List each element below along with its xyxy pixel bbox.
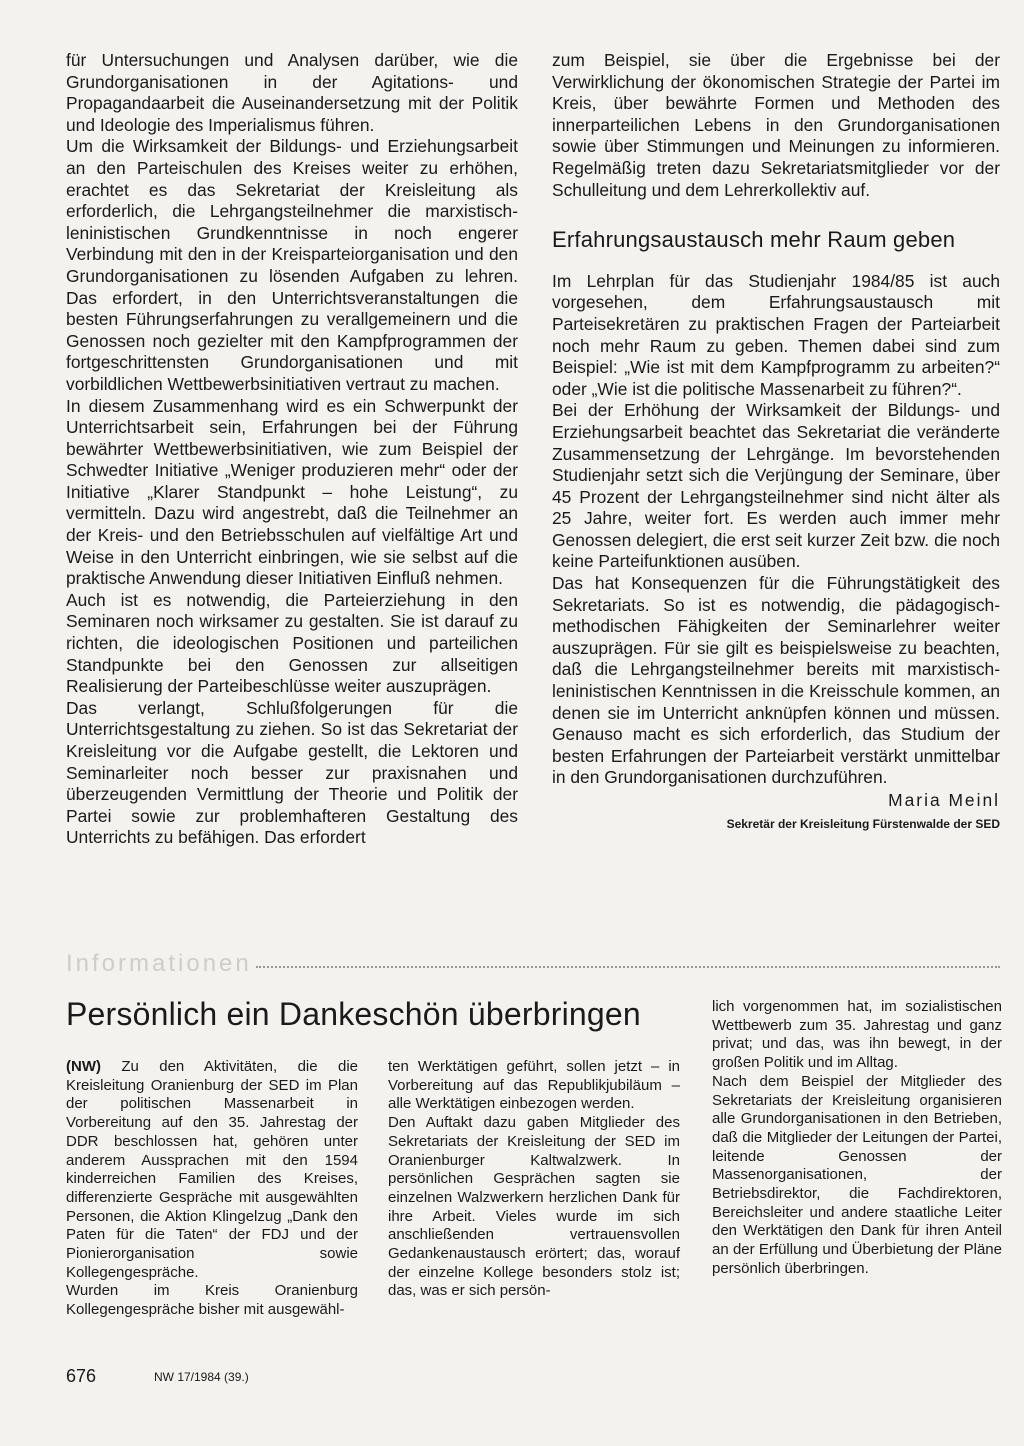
section-subheading: Erfahrungsaustausch mehr Raum geben [552,227,956,253]
paragraph: Den Auftakt dazu gaben Mitglieder des Sekretariats der Kreisleitung der SED im Oranienburger Kaltwalzwerk. In persönlichen Gesprächen sagten sie einzelnen Walzwerkern herzlichen Dank für ihre Arbeit. Vieles wurde im sich anschließenden vertrauensvollen Gedankenaustausch erörtert; das, worauf der einzelne Kollege besonders stolz ist; das, was er sich persön- [388,1114,680,1300]
page-number: 676 [66,1366,97,1386]
author-name: Maria Meinl [888,790,1000,810]
paragraph: Im Lehrplan für das Studienjahr 1984/85 ist auch vorgesehen, dem Erfahrungsaustausch mit Parteisekretären zu praktischen Fragen der Parteiarbeit noch mehr Raum zu geben. Themen dabei sind zum Beispiel: „Wie ist mit dem Kampfprogramm zu arbeiten?“ oder „Wie ist die politische Massenarbeit zu führen?“. [552,270,1000,399]
article-column-left [66,50,518,849]
paragraph: In diesem Zusammenhang wird es ein Schwerpunkt der Unterrichtsarbeit sein, Erfahrungen bei der Führung bewährter Wettbewerbsinitiativen, wie zum Beispiel der Schwedter Initiative „Weniger produzieren mehr“ oder der Initiative „Klarer Standpunkt – hohe Leistung“, zu vermitteln. Dazu wird angestrebt, daß die Teilnehmer an der Kreis- und den Betriebsschulen auf vielfältige Art und Weise in den Unterricht einbringen, wie sie selbst auf die praktische Anwendung dieser Initiativen Einfluß nehmen. [66,395,518,589]
news-column-2 [388,1058,680,1301]
rubric-divider [256,966,1000,968]
lead-tag: (NW) [66,1058,101,1075]
paragraph: Das verlangt, Schlußfolgerungen für die Unterrichtsgestaltung zu ziehen. So ist das Sekretariat der Kreisleitung vor die Aufgabe gestellt, die Lektoren und Seminarleiter noch besser zur praxisnahen und überzeugenden Vermittlung der Theorie und Politik der Partei sowie zur problemhafteren Gestaltung des Unterrichts zu befähigen. Das erfordert [66,697,518,848]
issue-reference: NW 17/1984 (39.) [154,1370,249,1384]
paragraph: für Untersuchungen und Analysen darüber, wie die Grundorganisationen in der Agitations- und Propagandaarbeit die Auseinandersetzung mit der Politik und Ideologie des Imperialismus führen. [66,50,518,135]
article-column-right [552,50,1000,832]
article-headline: Persönlich ein Dankeschön überbringen [66,996,641,1032]
paragraph [66,1058,358,1282]
paragraph: Nach dem Beispiel der Mitglieder des Sekretariats der Kreisleitung organisieren alle Grundorganisationen in den Betrieben, daß die Mitglieder der Leitungen der Partei, leitende Genossen der Massenorganisationen, der Betriebsdirektor, die Fachdirektoren, Bereichsleiter und andere staatliche Leiter den Werktätigen den Dank für ihren Anteil an der Erfüllung und Überbietung der Pläne persönlich überbringen. [712,1072,1002,1277]
paragraph: Bei der Erhöhung der Wirksamkeit der Bildungs- und Erziehungsarbeit beachtet das Sekretariat die veränderte Zusammensetzung der Lehrgänge. Im bevorstehenden Studienjahr setzt sich die Verjüngung der Seminare, über 45 Prozent der Lehrgangsteilnehmer sind nicht älter als 25 Jahre, weiter fort. Es werden auch immer mehr Genossen delegiert, die erst seit kurzer Zeit bzw. die noch keine Parteifunktionen ausüben. [552,400,1000,572]
paragraph: lich vorgenommen hat, im sozialistischen Wettbewerb zum 35. Jahrestag und ganz privat; und das, was ihn bewegt, in der großen Politik und im Alltag. [712,998,1002,1072]
author-role: Sekretär der Kreisleitung Fürstenwalde der SED [726,816,1000,831]
paragraph: zum Beispiel, sie über die Ergebnisse bei der Verwirklichung der ökonomischen Strategie der Partei im Kreis, über bewährte Formen und Methoden des innerparteilichen Lebens in den Grundorganisationen sowie über Stimmungen und Meinungen zu informieren. Regelmäßig treten dazu Sekretariatsmitglieder vor der Schulleitung und dem Lehrerkollektiv auf. [552,50,1000,200]
paragraph: ten Werktätigen geführt, sollen jetzt – in Vorbereitung auf das Republikjubiläum – alle Werktätigen einbezogen werden. [388,1058,680,1113]
news-column-1 [66,1058,358,1320]
section-rubric [66,950,1000,980]
paragraph: Auch ist es notwendig, die Parteierziehung in den Seminaren noch wirksamer zu gestalten. Sie ist darauf zu richten, die ideologischen Positionen und parteilichen Standpunkte bei den Genossen zur allseitigen Realisierung der Parteibeschlüsse weiter auszuprägen. [66,589,518,697]
paragraph: Um die Wirksamkeit der Bildungs- und Erziehungsarbeit an den Parteischulen des Kreises weiter zu erhöhen, erachtet es das Sekretariat der Kreisleitung als erforderlich, die Lehrgangsteilnehmer die marxistisch-leninistischen Grundkenntnisse in noch engerer Verbindung mit den in der Kreisparteiorganisation und den Grundorganisationen zu lösenden Aufgaben zu lehren. Das erfordert, in den Unterrichtsveranstaltungen die besten Führungserfahrungen zu verallgemeinern und die Genossen noch gezielter mit den Kampfprogrammen der fortgeschrittensten Grundorganisationen und mit vorbildlichen Wettbewerbsinitiativen vertraut zu machen. [66,136,518,394]
paragraph: Das hat Konsequenzen für die Führungstätigkeit des Sekretariats. So ist es notwendig, die pädagogisch-methodischen Fähigkeiten der Seminarlehrer weiter auszuprägen. Für sie gilt es beispielsweise zu beachten, daß die Lehrgangsteilnehmer bereits mit marxistisch-leninistischen Kenntnissen in die Kreisschule kommen, an denen sie im Unterricht anknüpfen können und müssen. Genauso macht es sich erforderlich, das Studium der besten Erfahrungen der Parteiarbeit verstärkt unmittelbar in den Grundorganisationen durchzuführen. [552,573,1000,788]
page-footer [66,1366,466,1390]
rubric-label: Informationen [66,950,252,977]
paragraph: Wurden im Kreis Oranienburg Kollegengespräche bisher mit ausgewähl- [66,1282,358,1319]
lead-text: Zu den Aktivitäten, die die Kreisleitung Oranienburg der SED im Plan der politischen Massenarbeit in Vorbereitung auf den 35. Jahrestag der DDR beschlossen hat, gehören unter anderem Aussprachen mit den 1594 kinderreichen Familien des Kreises, differenzierte Gespräche mit ausgewählten Personen, die Aktion Klingelzug „Dank den Paten für die Taten“ der FDJ und der Pionierorganisation sowie Kollegengespräche. [66,1058,358,1281]
news-column-3 [712,998,1002,1279]
